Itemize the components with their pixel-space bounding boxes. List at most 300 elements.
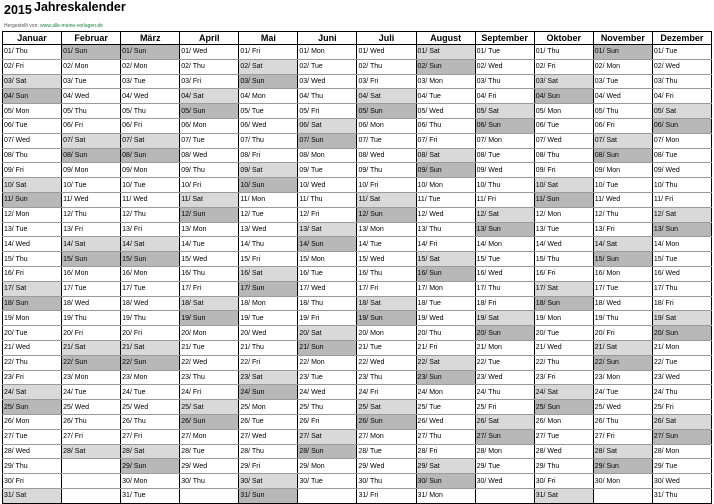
day-cell: 19/ Sat: [652, 311, 711, 326]
day-cell: 08/ Fri: [239, 148, 298, 163]
day-cell: 05/ Tue: [239, 104, 298, 119]
day-cell: 14/ Wed: [534, 237, 593, 252]
day-cell: 18/ Sun: [534, 296, 593, 311]
day-cell: 16/ Mon: [62, 266, 121, 281]
day-cell: 25/ Wed: [593, 400, 652, 415]
day-cell: 18/ Fri: [475, 296, 534, 311]
day-cell: 09/ Wed: [652, 163, 711, 178]
day-cell: 03/ Fri: [357, 74, 416, 89]
day-cell: 26/ Mon: [534, 414, 593, 429]
day-cell: 06/ Thu: [416, 118, 475, 133]
day-cell: 07/ Tue: [180, 133, 239, 148]
day-cell: 19/ Sun: [357, 311, 416, 326]
day-cell: 01/ Sun: [593, 45, 652, 60]
day-cell: 19/ Mon: [534, 311, 593, 326]
day-cell: 07/ Mon: [475, 133, 534, 148]
day-cell: 14/ Mon: [652, 237, 711, 252]
day-cell: 18/ Wed: [62, 296, 121, 311]
day-cell: 24/ Mon: [416, 385, 475, 400]
day-cell: 05/ Mon: [534, 104, 593, 119]
day-cell: 12/ Fri: [298, 207, 357, 222]
day-cell: 05/ Sat: [652, 104, 711, 119]
day-cell: 22/ Wed: [180, 355, 239, 370]
day-cell: 29/ Tue: [475, 459, 534, 474]
day-cell: 04/ Thu: [298, 89, 357, 104]
day-cell: 25/ Wed: [62, 400, 121, 415]
day-cell: 16/ Mon: [593, 266, 652, 281]
day-cell: 29/ Mon: [298, 459, 357, 474]
day-cell: 12/ Sat: [652, 207, 711, 222]
day-cell: 08/ Sat: [416, 148, 475, 163]
day-cell: 25/ Fri: [475, 400, 534, 415]
day-cell: 02/ Fri: [3, 59, 62, 74]
day-cell: 14/ Thu: [239, 237, 298, 252]
day-cell: 25/ Thu: [298, 400, 357, 415]
day-cell: 07/ Wed: [3, 133, 62, 148]
day-cell: 18/ Mon: [239, 296, 298, 311]
day-cell: 09/ Fri: [534, 163, 593, 178]
day-cell: 13/ Sun: [475, 222, 534, 237]
day-row: [3, 74, 712, 89]
day-cell: 22/ Mon: [298, 355, 357, 370]
month-header-5: Mai: [239, 32, 298, 45]
day-cell: 08/ Sun: [121, 148, 180, 163]
day-cell: 10/ Sat: [3, 178, 62, 193]
day-cell: 03/ Thu: [652, 74, 711, 89]
day-cell: 28/ Sat: [593, 444, 652, 459]
day-cell: 10/ Thu: [475, 178, 534, 193]
day-cell: 21/ Thu: [239, 340, 298, 355]
day-cell: 25/ Wed: [121, 400, 180, 415]
day-cell: 20/ Fri: [121, 326, 180, 341]
day-row: [3, 104, 712, 119]
day-cell: 21/ Fri: [416, 340, 475, 355]
day-cell: 02/ Thu: [357, 59, 416, 74]
day-cell: 01/ Tue: [475, 45, 534, 60]
day-cell: 11/ Fri: [652, 192, 711, 207]
day-row: [3, 59, 712, 74]
day-cell: 02/ Fri: [534, 59, 593, 74]
day-cell: 15/ Wed: [180, 252, 239, 267]
day-cell: 20/ Tue: [3, 326, 62, 341]
day-cell: 17/ Tue: [62, 281, 121, 296]
day-cell: 09/ Fri: [3, 163, 62, 178]
day-cell: 07/ Fri: [416, 133, 475, 148]
day-cell: 15/ Sun: [62, 252, 121, 267]
day-cell: 21/ Tue: [180, 340, 239, 355]
day-cell: 25/ Sun: [3, 400, 62, 415]
day-cell: 20/ Sun: [652, 326, 711, 341]
day-row: [3, 459, 712, 474]
day-cell: 17/ Sat: [3, 281, 62, 296]
day-cell: 28/ Sat: [121, 444, 180, 459]
day-cell: 21/ Sat: [62, 340, 121, 355]
day-cell: 25/ Sat: [357, 400, 416, 415]
day-cell: 07/ Sat: [121, 133, 180, 148]
day-cell: 21/ Mon: [475, 340, 534, 355]
day-cell: 07/ Thu: [239, 133, 298, 148]
day-cell: 28/ Thu: [239, 444, 298, 459]
day-cell: 08/ Mon: [298, 148, 357, 163]
day-cell: 12/ Sun: [357, 207, 416, 222]
day-cell: 11/ Sat: [357, 192, 416, 207]
day-cell: 10/ Sat: [534, 178, 593, 193]
day-cell: 13/ Fri: [593, 222, 652, 237]
day-cell: 09/ Thu: [357, 163, 416, 178]
day-cell: 04/ Sat: [180, 89, 239, 104]
day-cell: 16/ Wed: [475, 266, 534, 281]
day-cell: 15/ Wed: [357, 252, 416, 267]
day-cell: 04/ Fri: [475, 89, 534, 104]
day-cell: 31/ Fri: [357, 488, 416, 503]
day-cell: 18/ Wed: [121, 296, 180, 311]
day-cell: 03/ Tue: [62, 74, 121, 89]
day-cell: 30/ Wed: [652, 474, 711, 489]
day-cell: 03/ Fri: [180, 74, 239, 89]
day-cell: 06/ Sun: [652, 118, 711, 133]
day-cell: 24/ Wed: [298, 385, 357, 400]
day-cell: 13/ Mon: [357, 222, 416, 237]
empty-cell: [62, 459, 121, 474]
day-cell: 04/ Tue: [416, 89, 475, 104]
day-cell: 06/ Tue: [3, 118, 62, 133]
day-cell: 02/ Wed: [475, 59, 534, 74]
day-cell: 28/ Wed: [3, 444, 62, 459]
day-cell: 06/ Sun: [475, 118, 534, 133]
day-cell: 26/ Sun: [180, 414, 239, 429]
day-row: [3, 474, 712, 489]
day-cell: 24/ Sun: [239, 385, 298, 400]
day-cell: 29/ Wed: [180, 459, 239, 474]
day-cell: 29/ Tue: [652, 459, 711, 474]
day-cell: 06/ Mon: [180, 118, 239, 133]
day-cell: 28/ Wed: [534, 444, 593, 459]
day-row: [3, 400, 712, 415]
day-cell: 27/ Mon: [180, 429, 239, 444]
day-cell: 16/ Fri: [3, 266, 62, 281]
day-row: [3, 444, 712, 459]
day-cell: 03/ Tue: [121, 74, 180, 89]
day-cell: 29/ Sun: [593, 459, 652, 474]
day-cell: 24/ Fri: [180, 385, 239, 400]
month-header-11: November: [593, 32, 652, 45]
month-header-12: Dezember: [652, 32, 711, 45]
empty-cell: [62, 488, 121, 503]
day-row: [3, 311, 712, 326]
day-cell: 06/ Sat: [298, 118, 357, 133]
day-cell: 13/ Fri: [121, 222, 180, 237]
day-cell: 28/ Mon: [652, 444, 711, 459]
day-cell: 19/ Tue: [239, 311, 298, 326]
day-cell: 26/ Sat: [652, 414, 711, 429]
day-cell: 06/ Fri: [121, 118, 180, 133]
day-cell: 01/ Wed: [180, 45, 239, 60]
day-cell: 12/ Mon: [3, 207, 62, 222]
day-row: [3, 370, 712, 385]
day-cell: 11/ Wed: [593, 192, 652, 207]
day-cell: 24/ Tue: [121, 385, 180, 400]
day-cell: 22/ Sun: [121, 355, 180, 370]
day-cell: 16/ Sun: [416, 266, 475, 281]
day-cell: 30/ Mon: [593, 474, 652, 489]
day-cell: 01/ Sun: [62, 45, 121, 60]
day-cell: 13/ Sun: [652, 222, 711, 237]
day-cell: 18/ Wed: [593, 296, 652, 311]
day-cell: 09/ Sun: [416, 163, 475, 178]
day-cell: 05/ Sun: [180, 104, 239, 119]
day-cell: 19/ Mon: [3, 311, 62, 326]
day-row: [3, 385, 712, 400]
day-cell: 04/ Sat: [357, 89, 416, 104]
day-cell: 21/ Mon: [652, 340, 711, 355]
day-cell: 30/ Sun: [416, 474, 475, 489]
calendar-title: Jahreskalender: [34, 0, 126, 14]
day-cell: 11/ Sun: [3, 192, 62, 207]
day-cell: 18/ Sat: [180, 296, 239, 311]
day-cell: 22/ Wed: [357, 355, 416, 370]
credit-link[interactable]: www.alle-meine-vorlagen.de: [40, 23, 103, 29]
day-cell: 15/ Sun: [121, 252, 180, 267]
day-cell: 26/ Thu: [62, 414, 121, 429]
day-cell: 07/ Mon: [652, 133, 711, 148]
day-cell: 23/ Wed: [475, 370, 534, 385]
day-cell: 17/ Fri: [180, 281, 239, 296]
day-row: [3, 488, 712, 503]
calendar-year: 2015: [4, 3, 32, 17]
day-cell: 25/ Fri: [652, 400, 711, 415]
day-cell: 22/ Sat: [416, 355, 475, 370]
day-row: [3, 178, 712, 193]
day-cell: 30/ Tue: [298, 474, 357, 489]
day-cell: 06/ Fri: [593, 118, 652, 133]
day-cell: 03/ Sat: [3, 74, 62, 89]
day-cell: 31/ Sat: [534, 488, 593, 503]
day-cell: 04/ Sun: [3, 89, 62, 104]
day-cell: 14/ Wed: [3, 237, 62, 252]
day-cell: 26/ Sat: [475, 414, 534, 429]
day-cell: 20/ Fri: [62, 326, 121, 341]
day-cell: 13/ Thu: [416, 222, 475, 237]
day-cell: 23/ Thu: [180, 370, 239, 385]
day-cell: 16/ Tue: [298, 266, 357, 281]
day-cell: 15/ Tue: [652, 252, 711, 267]
day-cell: 20/ Wed: [239, 326, 298, 341]
day-cell: 22/ Sun: [593, 355, 652, 370]
day-cell: 28/ Fri: [416, 444, 475, 459]
day-cell: 05/ Mon: [3, 104, 62, 119]
day-cell: 16/ Fri: [534, 266, 593, 281]
day-row: [3, 252, 712, 267]
day-cell: 27/ Sat: [298, 429, 357, 444]
day-cell: 06/ Wed: [239, 118, 298, 133]
day-cell: 14/ Mon: [475, 237, 534, 252]
day-cell: 13/ Tue: [3, 222, 62, 237]
day-cell: 10/ Tue: [121, 178, 180, 193]
day-cell: 26/ Thu: [121, 414, 180, 429]
month-header-4: April: [180, 32, 239, 45]
day-cell: 16/ Wed: [652, 266, 711, 281]
day-cell: 11/ Tue: [416, 192, 475, 207]
day-cell: 14/ Tue: [180, 237, 239, 252]
day-cell: 07/ Sun: [298, 133, 357, 148]
day-cell: 06/ Mon: [357, 118, 416, 133]
day-cell: 06/ Tue: [534, 118, 593, 133]
day-cell: 11/ Wed: [62, 192, 121, 207]
day-cell: 01/ Tue: [652, 45, 711, 60]
day-cell: 23/ Mon: [62, 370, 121, 385]
day-cell: 08/ Thu: [534, 148, 593, 163]
day-cell: 30/ Sat: [239, 474, 298, 489]
day-cell: 20/ Fri: [593, 326, 652, 341]
day-cell: 12/ Thu: [593, 207, 652, 222]
day-cell: 17/ Thu: [475, 281, 534, 296]
month-header-9: September: [475, 32, 534, 45]
day-cell: 05/ Sun: [357, 104, 416, 119]
day-cell: 23/ Mon: [593, 370, 652, 385]
day-cell: 11/ Sun: [534, 192, 593, 207]
day-cell: 28/ Mon: [475, 444, 534, 459]
day-row: [3, 326, 712, 341]
day-cell: 17/ Fri: [357, 281, 416, 296]
credit-prefix: Hergestellt von:: [4, 23, 39, 29]
day-cell: 11/ Thu: [298, 192, 357, 207]
day-cell: 20/ Sun: [475, 326, 534, 341]
day-cell: 28/ Sat: [62, 444, 121, 459]
day-cell: 26/ Mon: [3, 414, 62, 429]
day-cell: 21/ Tue: [357, 340, 416, 355]
day-cell: 09/ Sat: [239, 163, 298, 178]
day-cell: 03/ Thu: [475, 74, 534, 89]
day-cell: 22/ Thu: [3, 355, 62, 370]
day-cell: 09/ Mon: [593, 163, 652, 178]
day-cell: 28/ Tue: [180, 444, 239, 459]
day-cell: 01/ Thu: [534, 45, 593, 60]
day-cell: 10/ Mon: [416, 178, 475, 193]
day-cell: 21/ Wed: [534, 340, 593, 355]
day-cell: 17/ Tue: [593, 281, 652, 296]
day-cell: 17/ Sat: [534, 281, 593, 296]
day-cell: 21/ Sat: [593, 340, 652, 355]
day-cell: 15/ Thu: [534, 252, 593, 267]
day-cell: 20/ Mon: [180, 326, 239, 341]
day-row: [3, 207, 712, 222]
day-cell: 03/ Wed: [298, 74, 357, 89]
day-cell: 08/ Tue: [652, 148, 711, 163]
day-cell: 10/ Wed: [298, 178, 357, 193]
day-cell: 03/ Sat: [534, 74, 593, 89]
day-cell: 20/ Mon: [357, 326, 416, 341]
day-cell: 29/ Thu: [3, 459, 62, 474]
day-cell: 02/ Tue: [298, 59, 357, 74]
month-header-1: Januar: [3, 32, 62, 45]
day-cell: 23/ Wed: [652, 370, 711, 385]
day-cell: 08/ Wed: [180, 148, 239, 163]
day-cell: 18/ Thu: [298, 296, 357, 311]
day-cell: 24/ Thu: [475, 385, 534, 400]
day-cell: 30/ Thu: [180, 474, 239, 489]
day-cell: 20/ Sat: [298, 326, 357, 341]
day-row: [3, 266, 712, 281]
day-cell: 17/ Tue: [121, 281, 180, 296]
empty-cell: [593, 488, 652, 503]
day-cell: 07/ Tue: [357, 133, 416, 148]
day-cell: 17/ Mon: [416, 281, 475, 296]
day-cell: 30/ Fri: [3, 474, 62, 489]
day-cell: 19/ Wed: [416, 311, 475, 326]
day-cell: 15/ Thu: [3, 252, 62, 267]
day-row: [3, 281, 712, 296]
day-cell: 04/ Sun: [534, 89, 593, 104]
day-cell: 13/ Tue: [534, 222, 593, 237]
day-cell: 10/ Tue: [593, 178, 652, 193]
day-cell: 03/ Mon: [416, 74, 475, 89]
day-cell: 15/ Sat: [416, 252, 475, 267]
day-cell: 16/ Mon: [121, 266, 180, 281]
empty-cell: [180, 488, 239, 503]
day-cell: 02/ Sun: [416, 59, 475, 74]
day-cell: 04/ Mon: [239, 89, 298, 104]
day-cell: 02/ Mon: [62, 59, 121, 74]
day-cell: 22/ Sun: [62, 355, 121, 370]
day-cell: 14/ Sat: [62, 237, 121, 252]
year-calendar-table: [2, 31, 712, 504]
day-cell: 23/ Sun: [416, 370, 475, 385]
day-cell: 23/ Fri: [534, 370, 593, 385]
day-cell: 22/ Tue: [652, 355, 711, 370]
day-cell: 30/ Wed: [475, 474, 534, 489]
day-cell: 10/ Sun: [239, 178, 298, 193]
day-cell: 23/ Fri: [3, 370, 62, 385]
empty-cell: [475, 488, 534, 503]
day-cell: 17/ Sun: [239, 281, 298, 296]
day-cell: 25/ Tue: [416, 400, 475, 415]
day-cell: 10/ Fri: [180, 178, 239, 193]
day-cell: 11/ Mon: [239, 192, 298, 207]
day-cell: 05/ Fri: [298, 104, 357, 119]
day-cell: 12/ Wed: [416, 207, 475, 222]
day-cell: 31/ Mon: [416, 488, 475, 503]
day-cell: 26/ Tue: [239, 414, 298, 429]
day-cell: 09/ Wed: [475, 163, 534, 178]
day-cell: 30/ Thu: [357, 474, 416, 489]
day-row: [3, 414, 712, 429]
day-cell: 13/ Mon: [180, 222, 239, 237]
day-cell: 07/ Wed: [534, 133, 593, 148]
day-cell: 02/ Wed: [652, 59, 711, 74]
day-cell: 12/ Sun: [180, 207, 239, 222]
day-cell: 19/ Fri: [298, 311, 357, 326]
day-cell: 05/ Thu: [62, 104, 121, 119]
day-cell: 23/ Thu: [357, 370, 416, 385]
day-cell: 19/ Thu: [62, 311, 121, 326]
day-cell: 05/ Sat: [475, 104, 534, 119]
day-cell: 20/ Thu: [416, 326, 475, 341]
day-cell: 11/ Wed: [121, 192, 180, 207]
day-cell: 21/ Wed: [3, 340, 62, 355]
day-row: [3, 45, 712, 60]
day-cell: 21/ Sun: [298, 340, 357, 355]
day-cell: 15/ Mon: [298, 252, 357, 267]
month-header-2: Februar: [62, 32, 121, 45]
day-row: [3, 133, 712, 148]
day-row: [3, 163, 712, 178]
day-cell: 09/ Mon: [62, 163, 121, 178]
day-cell: 12/ Sat: [475, 207, 534, 222]
day-cell: 04/ Wed: [62, 89, 121, 104]
day-cell: 08/ Thu: [3, 148, 62, 163]
day-cell: 27/ Tue: [3, 429, 62, 444]
day-cell: 23/ Sat: [239, 370, 298, 385]
